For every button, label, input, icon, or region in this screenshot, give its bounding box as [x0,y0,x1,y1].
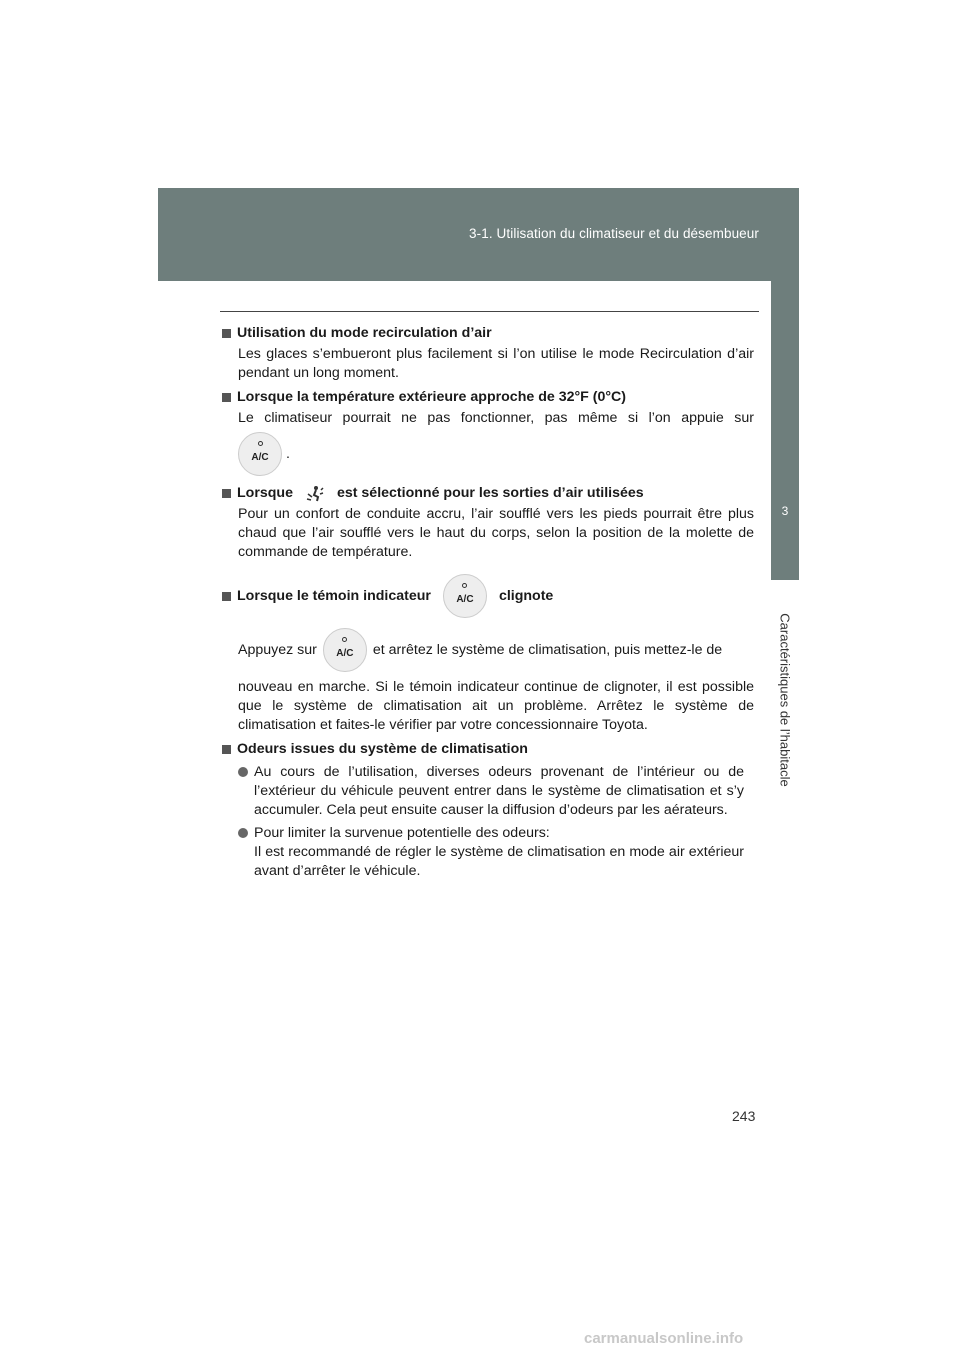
watermark: carmanualsonline.info [584,1330,744,1347]
circle-bullet-icon [238,828,248,838]
foot-vent-icon [305,485,325,503]
header-band [158,188,799,281]
section-heading: Utilisation du mode recirculation d’air [222,324,754,343]
ac-button-icon: A/C [443,574,487,618]
section-heading: Lorsque est sélectionné pour les sorties d’air utilisées [222,484,754,503]
list-item: Au cours de l’utilisation, diverses odeurs provenant de l’intérieur ou de l’extérieur du véhicule peuvent entrer dans le système de climatisation et s’y accumuler. Cela peut ensuite causer la diffusion d’odeurs par les aérateurs. [238,763,754,820]
page-number: 243 [732,1108,756,1124]
circle-bullet-icon [238,767,248,777]
square-bullet-icon [222,592,231,601]
chapter-number: 3 [781,504,789,518]
section-body: Les glaces s’embueront plus facilement si l’on utilise le mode Recirculation d’air pendant un long moment. [238,346,754,381]
section-heading: Odeurs issues du système de climatisation [222,740,754,759]
section-title: 3-1. Utilisation du climatiseur et du désembueur [469,226,759,241]
chapter-label: Caractéristiques de l’habitacle [777,613,793,787]
square-bullet-icon [222,393,231,402]
side-tab-bar [771,281,799,442]
ac-button-icon: A/C [238,432,282,476]
ac-button-icon: A/C [323,628,367,672]
square-bullet-icon [222,489,231,498]
section-body-line: Appuyez sur A/C et arrêtez le système de climatisation, puis mettez-le de [238,628,754,672]
section-heading: Lorsque le témoin indicateur A/C clignote [222,574,754,618]
section-body: Pour un confort de conduite accru, l’air soufflé vers les pieds pourrait être plus chaud que l’air soufflé vers le haut du corps, selon la position de la molette de commande de température. [238,506,754,560]
section-body: Le climatiseur pourrait ne pas fonctionner, pas même si l’on appuie sur [238,410,754,426]
chapter-number-tab [771,442,799,580]
main-content [222,324,754,881]
square-bullet-icon [222,745,231,754]
divider [220,311,759,312]
square-bullet-icon [222,329,231,338]
section-body: nouveau en marche. Si le témoin indicateur continue de clignoter, il est possible que le système de climatisation ait un problème. Arrêtez le système de climatisation et faites-le vérifier par votre concessionnaire Toyota. [238,679,754,733]
list-item: Pour limiter la survenue potentielle des odeurs: Il est recommandé de régler le système de climatisation en mode air extérieur avant d’arrêter le véhicule. [238,824,754,881]
ac-button-line: A/C . [238,432,754,476]
section-heading: Lorsque la température extérieure approche de 32°F (0°C) [222,388,754,407]
